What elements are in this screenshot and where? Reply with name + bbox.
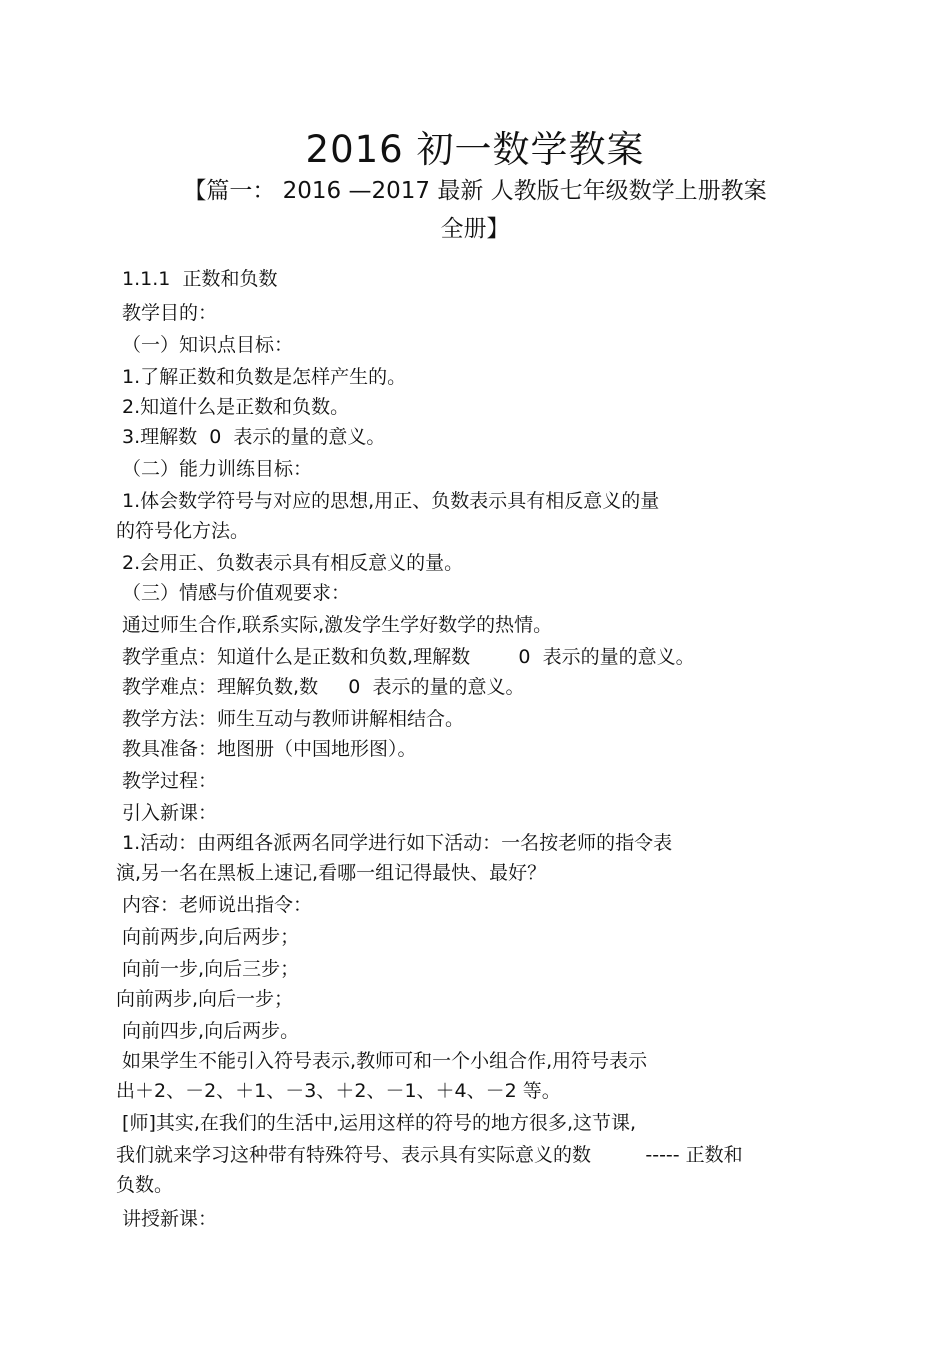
body-line: （三）情感与价值观要求：: [116, 582, 351, 604]
body-line: 如果学生不能引入符号表示,教师可和一个小组合作,用符号表示: [116, 1050, 648, 1072]
body-line: 教学过程：: [116, 770, 218, 792]
body-line: 1.1.1 正数和负数: [116, 268, 278, 290]
body-line: 引入新课：: [116, 802, 218, 824]
body-line: 1.活动：由两组各派两名同学进行如下活动：一名按老师的指令表: [116, 832, 673, 854]
body-line: 教学目的：: [116, 302, 218, 324]
body-line: 向前两步,向后一步；: [116, 988, 294, 1010]
body-line: 3.理解数 0 表示的量的意义。: [116, 426, 386, 448]
body-line: 1.了解正数和负数是怎样产生的。: [116, 366, 407, 388]
body-line: （二）能力训练目标：: [116, 458, 313, 480]
body-line: 的符号化方法。: [116, 520, 250, 542]
body-line: 出＋2、－2、＋1、－3、＋2、－1、＋4、－2 等。: [116, 1080, 561, 1102]
body-line: 教学方法：师生互动与教师讲解相结合。: [116, 708, 465, 730]
body-line: 讲授新课：: [116, 1208, 218, 1230]
body-line: 1.体会数学符号与对应的思想,用正、负数表示具有相反意义的量: [116, 490, 660, 512]
body-line: 向前两步,向后两步；: [116, 926, 300, 948]
body-line: 教学难点：理解负数,数 0 表示的量的意义。: [116, 676, 525, 698]
document-subtitle-line-2: 全册】: [440, 216, 510, 242]
body-line: 内容：老师说出指令：: [116, 894, 313, 916]
document-subtitle-line-1: 【篇一： 2016 —2017 最新 人教版七年级数学上册教案: [183, 178, 767, 204]
body-line: 向前一步,向后三步；: [116, 958, 300, 980]
body-line: 教具准备：地图册（中国地形图）。: [116, 738, 417, 760]
body-line: 我们就来学习这种带有特殊符号、表示具有实际意义的数 ----- 正数和: [116, 1144, 743, 1166]
body-line: 教学重点：知道什么是正数和负数,理解数 0 表示的量的意义。: [116, 646, 695, 668]
body-line: 演,另一名在黑板上速记,看哪一组记得最快、最好？: [116, 862, 547, 884]
body-line: [师]其实,在我们的生活中,运用这样的符号的地方很多,这节课,: [116, 1112, 637, 1134]
document-title: 2016 初一数学教案: [305, 128, 645, 171]
body-line: 负数。: [116, 1174, 174, 1196]
body-line: 2.知道什么是正数和负数。: [116, 396, 350, 418]
body-line: 向前四步,向后两步。: [116, 1020, 300, 1042]
body-line: （一）知识点目标：: [116, 334, 294, 356]
body-line: 2.会用正、负数表示具有相反意义的量。: [116, 552, 464, 574]
body-line: 通过师生合作,联系实际,激发学生学好数学的热情。: [116, 614, 553, 636]
